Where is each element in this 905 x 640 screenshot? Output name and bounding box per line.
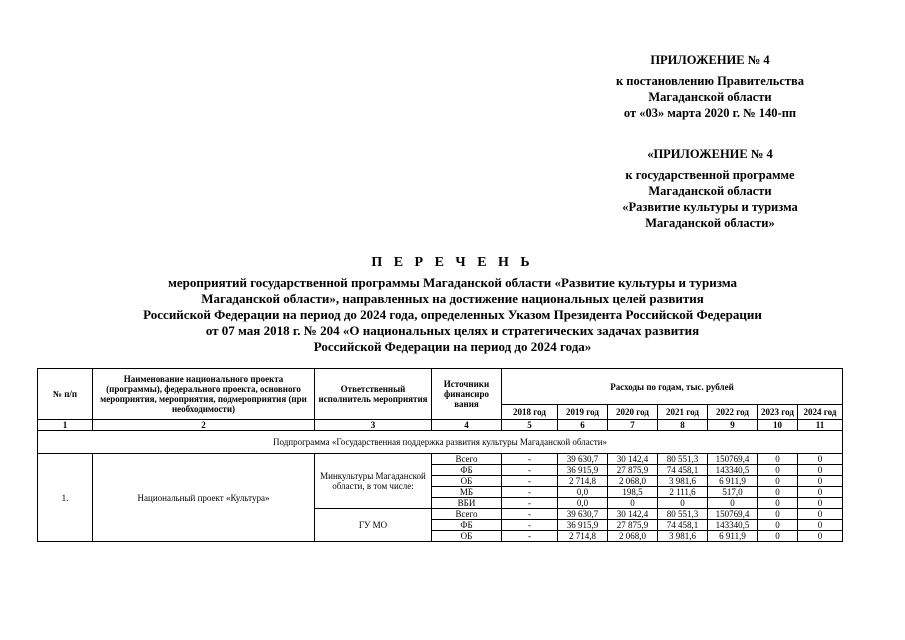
value-cell: 74 458,1: [658, 465, 708, 476]
value-cell: 0: [658, 498, 708, 509]
appendix-date: от «03» марта 2020 г. № 140-пп: [623, 106, 797, 120]
header-name: Наименование национального проекта (программы), федерального проекта, основного мероприятия, мероприятия, подмероприятия (при необходимости): [93, 369, 315, 420]
value-cell: 0: [758, 476, 798, 487]
source-cell: ОБ: [432, 531, 502, 542]
appendix-program-title: «ПРИЛОЖЕНИЕ № 4: [647, 147, 773, 161]
value-cell: 36 915,9: [558, 465, 608, 476]
value-cell: 2 068,0: [608, 531, 658, 542]
appendix-line: к постановлению Правительства: [615, 74, 805, 88]
document-title: П Е Р Е Ч Е Н Ь: [371, 255, 534, 270]
appendix-line: Магаданской области: [648, 90, 772, 104]
value-cell: 30 142,4: [608, 454, 658, 465]
value-cell: -: [502, 476, 558, 487]
value-cell: 0: [798, 498, 843, 509]
value-cell: 6 911,9: [708, 531, 758, 542]
value-cell: 0: [708, 498, 758, 509]
column-number: 7: [608, 420, 658, 431]
header-year: 2021 год: [658, 405, 708, 420]
subtitle-line: Магаданской области», направленных на достижение национальных целей развития: [201, 291, 704, 306]
value-cell: 36 915,9: [558, 520, 608, 531]
value-cell: 0: [758, 465, 798, 476]
value-cell: 0: [798, 487, 843, 498]
value-cell: -: [502, 454, 558, 465]
value-cell: 80 551,3: [658, 454, 708, 465]
header-executor: Ответственный исполнитель мероприятия: [315, 369, 432, 420]
source-cell: ФБ: [432, 465, 502, 476]
value-cell: 0,0: [558, 487, 608, 498]
header-year: 2023 год: [758, 405, 798, 420]
value-cell: 2 714,8: [558, 531, 608, 542]
value-cell: -: [502, 509, 558, 520]
value-cell: 2 068,0: [608, 476, 658, 487]
value-cell: 0: [758, 498, 798, 509]
header-expenses: Расходы по годам, тыс. рублей: [502, 369, 843, 405]
source-cell: ФБ: [432, 520, 502, 531]
value-cell: 150769,4: [708, 509, 758, 520]
column-number: 5: [502, 420, 558, 431]
appendix-program-header: [560, 146, 860, 231]
appendix-title: ПРИЛОЖЕНИЕ № 4: [650, 53, 770, 67]
header-year: 2022 год: [708, 405, 758, 420]
value-cell: -: [502, 487, 558, 498]
value-cell: -: [502, 498, 558, 509]
value-cell: 30 142,4: [608, 509, 658, 520]
subtitle-line: Российской Федерации на период до 2024 года, определенных Указом Президента Российской Федерации: [143, 307, 762, 322]
value-cell: 198,5: [608, 487, 658, 498]
value-cell: 0: [798, 531, 843, 542]
value-cell: 80 551,3: [658, 509, 708, 520]
value-cell: 39 630,7: [558, 454, 608, 465]
value-cell: 0: [798, 454, 843, 465]
source-cell: Всего: [432, 454, 502, 465]
value-cell: 27 875,9: [608, 465, 658, 476]
column-number: 3: [315, 420, 432, 431]
column-number: 2: [93, 420, 315, 431]
value-cell: 0: [798, 465, 843, 476]
value-cell: 143340,5: [708, 520, 758, 531]
value-cell: -: [502, 531, 558, 542]
source-cell: ОБ: [432, 476, 502, 487]
value-cell: 143340,5: [708, 465, 758, 476]
value-cell: 150769,4: [708, 454, 758, 465]
value-cell: 0: [758, 509, 798, 520]
value-cell: 2 111,6: [658, 487, 708, 498]
document-subtitle: [80, 275, 825, 355]
value-cell: 27 875,9: [608, 520, 658, 531]
measures-table: [37, 368, 843, 542]
column-number: 9: [708, 420, 758, 431]
header-num: № п/п: [38, 369, 93, 420]
row-number: 1.: [38, 454, 93, 542]
column-number: 6: [558, 420, 608, 431]
table-row: [38, 454, 843, 465]
value-cell: 39 630,7: [558, 509, 608, 520]
value-cell: 3 981,6: [658, 531, 708, 542]
source-cell: МБ: [432, 487, 502, 498]
project-name: Национальный проект «Культура»: [93, 454, 315, 542]
column-number: 4: [432, 420, 502, 431]
value-cell: 0: [798, 476, 843, 487]
column-number: 8: [658, 420, 708, 431]
header-year: 2024 год: [798, 405, 843, 420]
header-year: 2018 год: [502, 405, 558, 420]
value-cell: 0: [798, 520, 843, 531]
source-cell: Всего: [432, 509, 502, 520]
document-title-block: [80, 255, 825, 355]
value-cell: 2 714,8: [558, 476, 608, 487]
appendix-program-line: Магаданской области: [648, 184, 772, 198]
value-cell: 0: [758, 454, 798, 465]
value-cell: 0: [798, 509, 843, 520]
appendix-program-line: Магаданской области»: [645, 216, 775, 230]
subtitle-line: мероприятий государственной программы Магаданской области «Развитие культуры и туризма: [168, 275, 737, 290]
subprogram-title: Подпрограмма «Государственная поддержка развития культуры Магаданской области»: [38, 431, 843, 454]
value-cell: 0: [758, 531, 798, 542]
column-number: 1: [38, 420, 93, 431]
value-cell: -: [502, 465, 558, 476]
column-number: 10: [758, 420, 798, 431]
header-source: Источники финансиро вания: [432, 369, 502, 420]
value-cell: 74 458,1: [658, 520, 708, 531]
value-cell: 517,0: [708, 487, 758, 498]
value-cell: 0: [758, 487, 798, 498]
subtitle-line: от 07 мая 2018 г. № 204 «О национальных целях и стратегических задачах развития: [205, 323, 700, 338]
executor-cell: ГУ МО: [315, 509, 432, 542]
value-cell: 0: [758, 520, 798, 531]
appendix-program-line: к государственной программе: [625, 168, 795, 182]
column-number: 11: [798, 420, 843, 431]
value-cell: 0,0: [558, 498, 608, 509]
source-cell: ВБИ: [432, 498, 502, 509]
header-year: 2019 год: [558, 405, 608, 420]
value-cell: 0: [608, 498, 658, 509]
value-cell: 6 911,9: [708, 476, 758, 487]
header-year: 2020 год: [608, 405, 658, 420]
value-cell: -: [502, 520, 558, 531]
appendix-program-line: «Развитие культуры и туризма: [622, 200, 798, 214]
executor-cell: Минкультуры Магаданской области, в том числе:: [315, 454, 432, 509]
subtitle-line: Российской Федерации на период до 2024 года»: [313, 339, 592, 354]
value-cell: 3 981,6: [658, 476, 708, 487]
appendix-header: [560, 52, 860, 121]
